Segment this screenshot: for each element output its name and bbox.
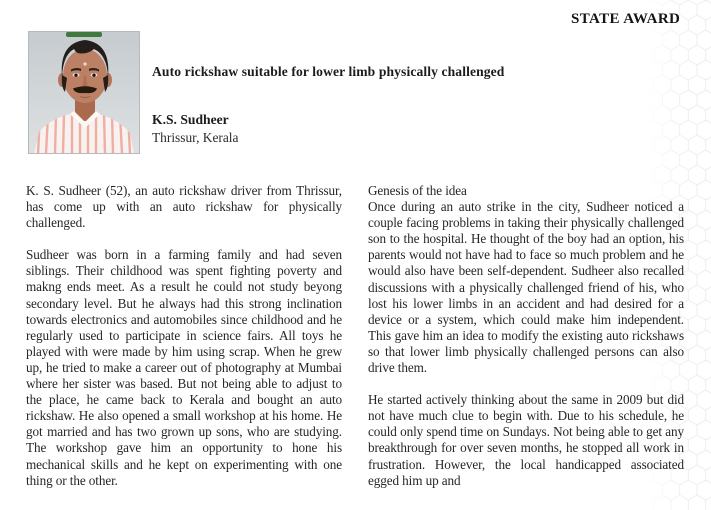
- section-heading-genesis: Genesis of the idea: [368, 183, 467, 198]
- right-column: [368, 183, 684, 489]
- author-location: Thrissur, Kerala: [152, 130, 239, 145]
- background-paragraph: Sudheer was born in a farming family and had seven siblings. Their childhood was spent fighting poverty and makng ends meet. As a result he could not study beyong secondary level. But he always had this strong inclination towards electronics and automobiles since childhood and he regularly used to participate in science fairs. All toys he played with were made by him using scrap. When he grew up, he tried to make a career out of photography at Mumbai where her sister was based. But not being able to adjust to the place, he came back to Kerala and bought an auto rickshaw. He also opened a small workshop at his home. He got married and has two grown up sons, who are studying. The workshop gave him an opportunity to hone his mechanical skills and he kept on experimenting with one thing or the other.: [26, 247, 342, 488]
- timeline-paragraph: He started actively thinking about the same in 2009 but did not have much clue to begin with. Due to his schedule, he could only spend time on Sundays. Not being able to get any breakthrough for over seven months, he stopped all work in frustration. However, the local handicapped associated egged him up and: [368, 392, 684, 488]
- author-photo: [28, 31, 140, 154]
- article-title: Auto rickshaw suitable for lower limb physically challenged: [152, 64, 505, 79]
- intro-paragraph: K. S. Sudheer (52), an auto rickshaw driver from Thrissur, has come up with an auto rickshaw for physically challenged.: [26, 183, 342, 231]
- state-award-label: STATE AWARD: [571, 11, 681, 27]
- left-column: [26, 183, 342, 489]
- article-body: [26, 183, 684, 489]
- portrait-illustration: [28, 31, 140, 154]
- genesis-paragraph: Once during an auto strike in the city, Sudheer noticed a couple facing problems in taking their physically challenged son to the hospital. He thought of the boy had an option, his parents would not have had to face so much problem and he would also have been self-dependent. Sudheer also recalled discussions with a physically challenged friend of his, who lost his lower limbs in an accident and had desired for a device or a system, which could make him independent. This gave him an idea to modify the existing auto rickshaws so that lower limb physically challenged persons can also drive them.: [368, 199, 684, 376]
- author-name: K.S. Sudheer: [152, 112, 229, 127]
